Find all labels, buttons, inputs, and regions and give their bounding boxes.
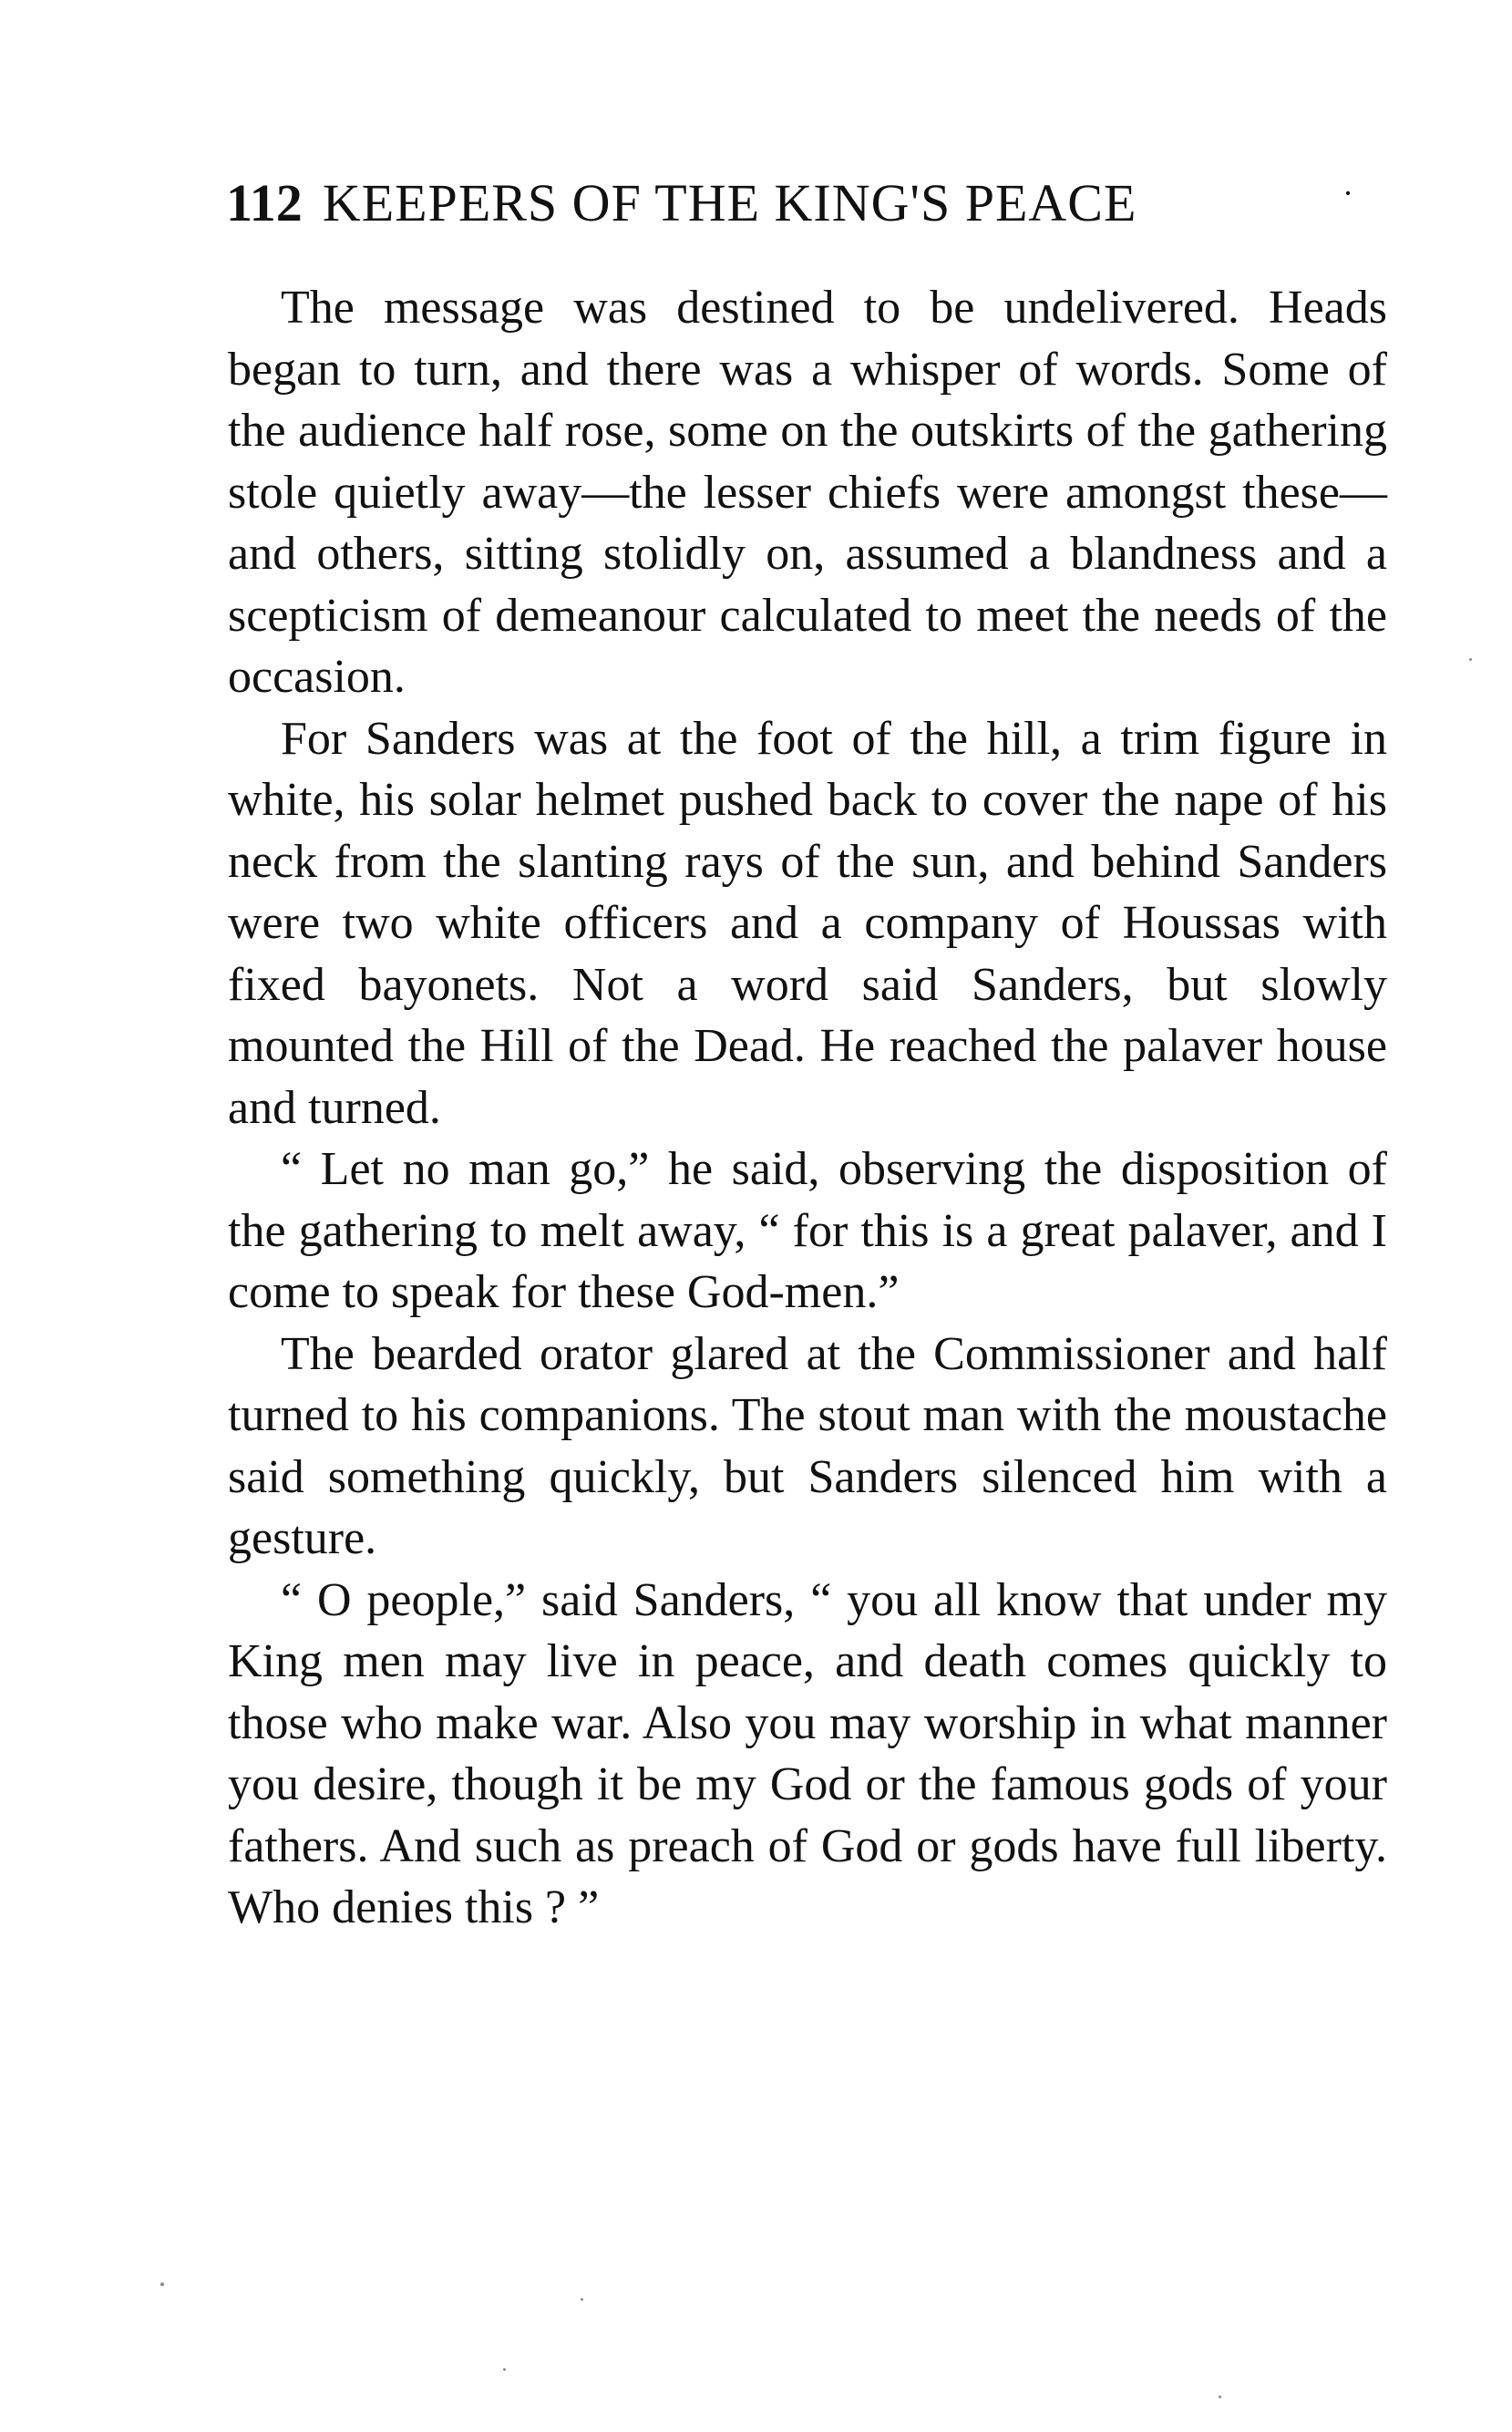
paragraph-1: The message was destined to be undelivered. Heads began to turn, and there was a whisper of words. Some of the audience half rose, some on the outskirts of the gathering stole quietly away—the lesser chiefs were amongst these—and others, sitting stolidly on, assumed a blandness and a scepticism of demeanour calculated to meet the needs of the occasion.: [228, 282, 1387, 703]
scan-speck: [1469, 658, 1472, 661]
body-text: [228, 277, 1387, 1939]
running-head-title: KEEPERS OF THE KING'S PEACE: [322, 173, 1137, 232]
scan-speck: [160, 2283, 164, 2286]
scan-speck: [1219, 2396, 1221, 2398]
page-number: 112: [226, 173, 303, 232]
paragraph-5: “ O people,” said Sanders, “ you all know that under my King men may live in peace, and death comes quickly to those who make war. Also you may worship in what manner you desire, though it be my God or the famous gods of your fathers. And such as preach of God or gods have full liberty. Who denies this ? ”: [228, 1573, 1387, 1933]
scan-speck: [581, 2298, 583, 2301]
paragraph-4: The bearded orator glared at the Commissioner and half turned to his companions. The stout man with the moustache said something quickly, but Sanders silenced him with a gesture.: [228, 1327, 1387, 1564]
ornament-dot: ·: [1342, 175, 1354, 211]
scan-speck: [503, 2368, 506, 2371]
paragraph-2: For Sanders was at the foot of the hill, a trim figure in white, his solar helmet pushed back to cover the nape of his neck from the slanting rays of the sun, and behind Sanders were two white officers and a company of Houssas with fixed bayonets. Not a word said Sanders, but slowly mounted the Hill of the Dead. He reached the palaver house and turned.: [228, 712, 1387, 1134]
running-head: [226, 171, 1354, 235]
paragraph-3: “ Let no man go,” he said, observing the disposition of the gathering to melt away, “ for this is a great palaver, and I come to speak for these God-men.”: [228, 1143, 1387, 1318]
